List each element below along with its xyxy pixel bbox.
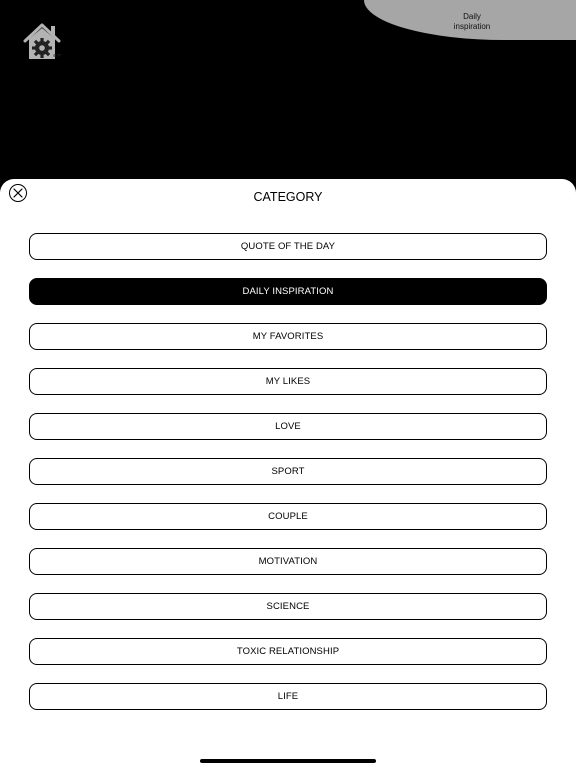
category-item-toxic-relationship[interactable]: TOXIC RELATIONSHIP xyxy=(29,638,547,665)
category-item-sport[interactable]: SPORT xyxy=(29,458,547,485)
category-item-science[interactable]: SCIENCE xyxy=(29,593,547,620)
home-settings-icon[interactable] xyxy=(22,22,66,64)
category-item-couple[interactable]: COUPLE xyxy=(29,503,547,530)
category-item-quote-of-the-day[interactable]: QUOTE OF THE DAY xyxy=(29,233,547,260)
sheet-title: CATEGORY xyxy=(253,190,323,204)
category-item-my-favorites[interactable]: MY FAVORITES xyxy=(29,323,547,350)
category-item-love[interactable]: LOVE xyxy=(29,413,547,440)
category-item-daily-inspiration[interactable]: DAILY INSPIRATION xyxy=(29,278,547,305)
category-sheet xyxy=(0,179,576,768)
category-item-motivation[interactable]: MOTIVATION xyxy=(29,548,547,575)
category-list xyxy=(29,233,547,728)
category-item-life[interactable]: LIFE xyxy=(29,683,547,710)
svg-text:“”: “” xyxy=(53,53,61,62)
home-indicator[interactable] xyxy=(200,759,376,763)
category-item-my-likes[interactable]: MY LIKES xyxy=(29,368,547,395)
current-category-label: Daily inspiration xyxy=(453,12,491,31)
